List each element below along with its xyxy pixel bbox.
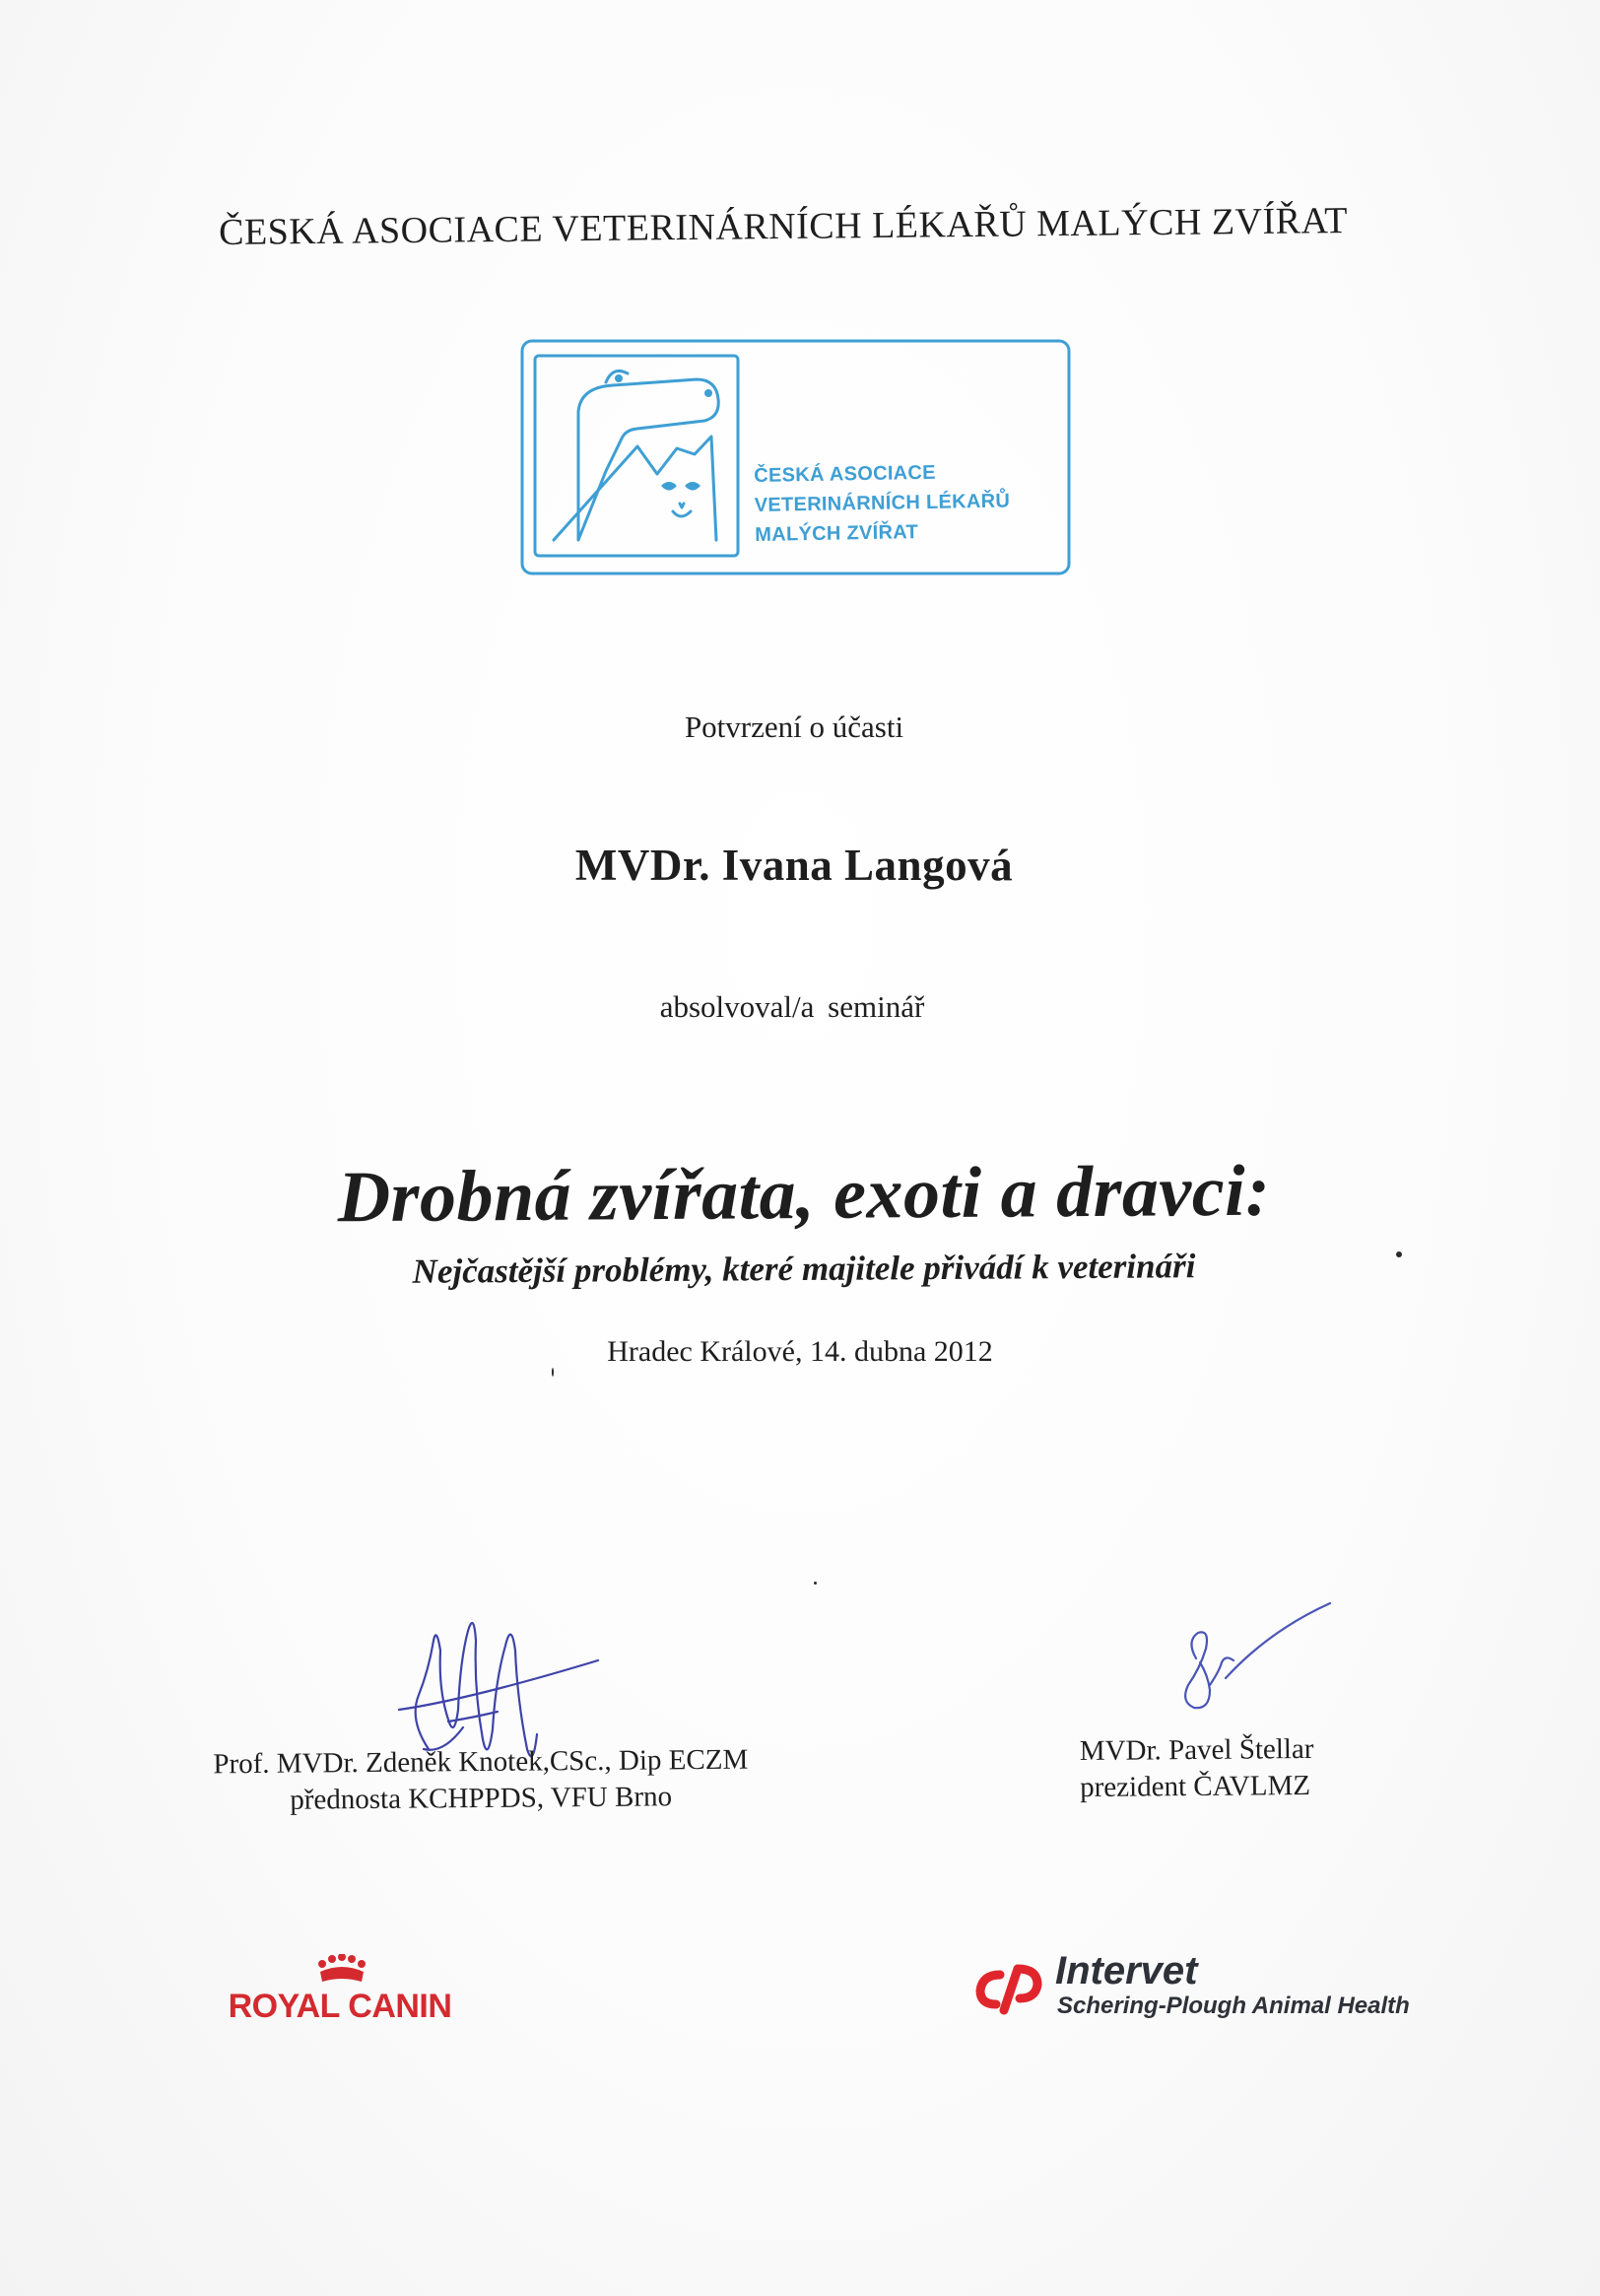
organization-heading: ČESKÁ ASOCIACE VETERINÁRNÍCH LÉKAŘŮ MALÝCH ZVÍŘAT [218,200,1349,253]
logo-line-2: VETERINÁRNÍCH LÉKAŘŮ [754,490,1011,516]
signature-right [1170,1591,1338,1729]
signatory-left-name: Prof. MVDr. Zdeněk Knotek,CSc., Dip ECZM [213,1743,749,1781]
signatory-right-name: MVDr. Pavel Štellar [1079,1732,1314,1768]
logo-line-1: ČESKÁ ASOCIACE [754,461,937,487]
scan-speck [1396,1251,1402,1257]
royal-canin-wordmark: ROYAL CANIN [228,1988,452,2025]
completed-label: absolvoval/a seminář [659,989,925,1024]
signatory-left-title: přednosta KCHPPDS, VFU Brno [290,1781,673,1816]
recipient-name: MVDr. Ivana Langová [574,841,1014,890]
scan-speck [814,1582,817,1585]
signatory-left [166,1741,797,1820]
royal-canin-logo [212,1954,468,2033]
signatory-right-title: prezident ČAVLMZ [1080,1769,1311,1804]
place-date: Hradec Králové, 14. dubna 2012 [607,1335,993,1368]
signatory-right [1080,1731,1314,1806]
intervet-wordmark: Intervet [1055,1949,1198,1992]
intervet-mark-icon [970,1961,1047,2016]
intervet-logo [970,1951,1463,2030]
logo-line-3: MALÝCH ZVÍŘAT [755,521,919,546]
scan-speck [552,1368,554,1377]
logo-wordmark [754,456,1011,550]
confirmation-label: Potvrzení o účasti [684,709,904,744]
crown-icon [314,1954,369,1988]
intervet-tagline: Schering-Plough Animal Health [1057,1992,1410,2019]
seminar-title: Drobná zvířata, exoti a dravci: [337,1150,1271,1239]
seminar-subtitle: Nejčastější problémy, které majitele přivádí k veterináři [412,1247,1196,1291]
